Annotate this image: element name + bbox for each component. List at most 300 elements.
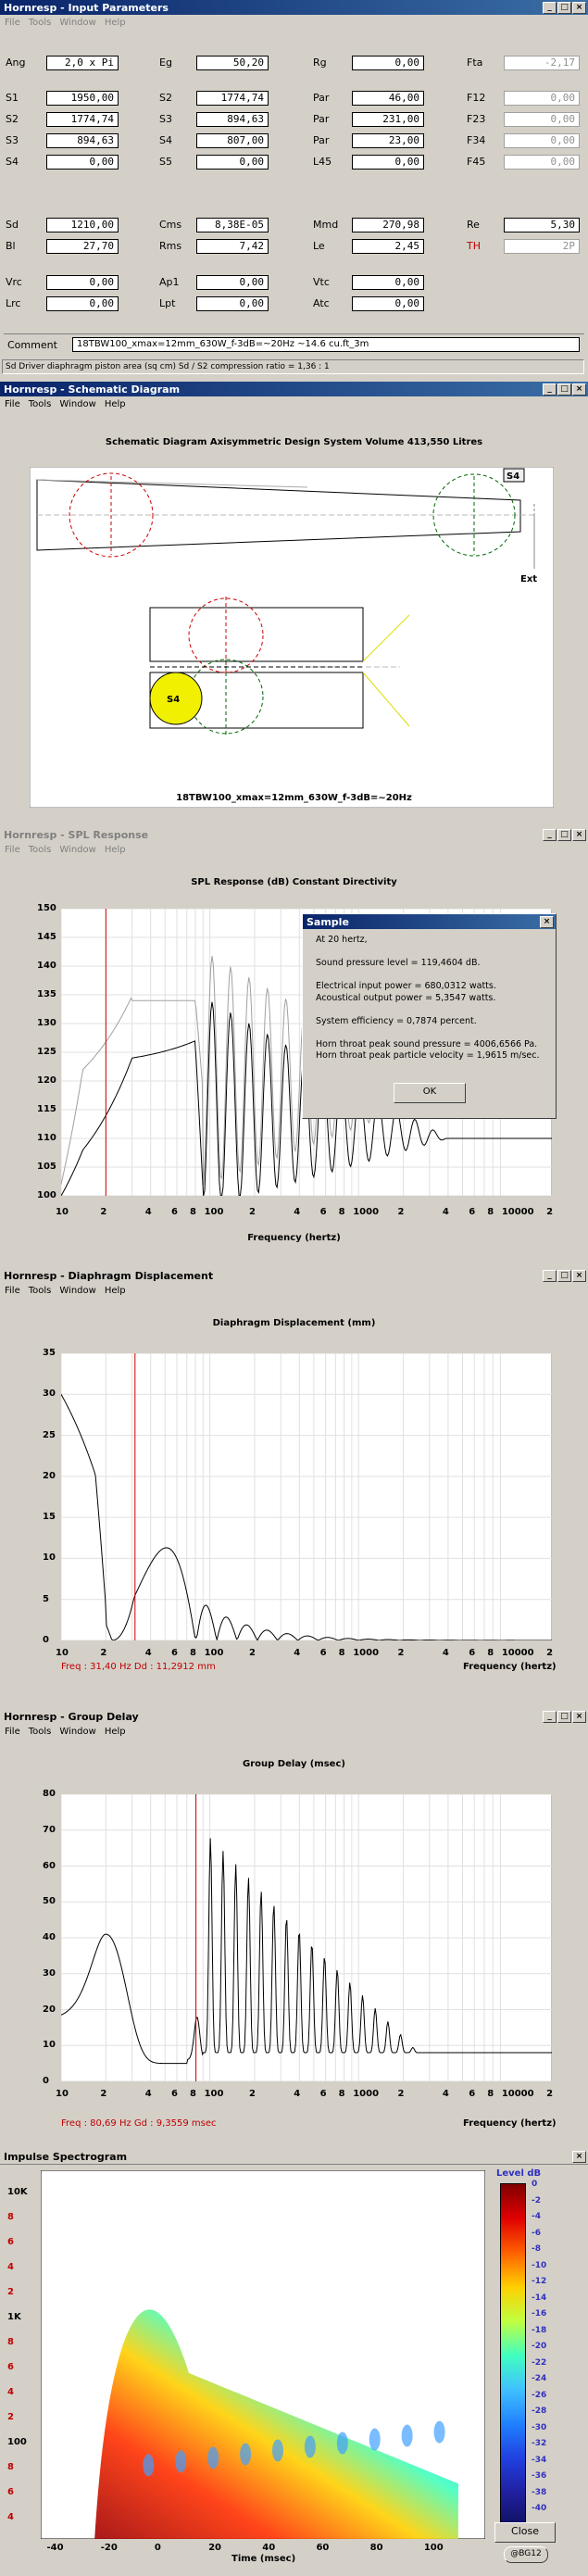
minimize-icon[interactable]: _ <box>543 383 557 396</box>
menu-tools[interactable]: Tools <box>28 1285 52 1296</box>
param-label-re: Re <box>467 219 480 231</box>
menu-bar <box>0 15 588 30</box>
group-delay-heading: Group Delay (msec) <box>243 1759 345 1769</box>
maximize-icon[interactable]: □ <box>557 1711 571 1723</box>
param-field-vrc[interactable]: 0,00 <box>46 275 119 290</box>
menu-help[interactable]: Help <box>104 844 126 855</box>
scale-tick: -16 <box>532 2309 547 2318</box>
param-label-rms: Rms <box>159 240 182 252</box>
menu-tools[interactable]: Tools <box>28 844 52 855</box>
axis-tick: 6 <box>469 1207 476 1217</box>
param-field-f23[interactable]: 0,00 <box>504 112 580 127</box>
displacement-x-label: Frequency (hertz) <box>463 1662 557 1672</box>
dialog-line: System efficiency = 0,7874 percent. <box>316 1015 477 1026</box>
axis-tick: 35 <box>43 1348 56 1358</box>
axis-tick: 110 <box>37 1133 56 1143</box>
param-field-s4[interactable]: 807,00 <box>196 133 269 148</box>
minimize-icon[interactable]: _ <box>543 1711 557 1723</box>
menu-file[interactable]: File <box>5 1285 20 1296</box>
param-field-s3[interactable]: 894,63 <box>196 112 269 127</box>
param-field-par[interactable]: 23,00 <box>352 133 424 148</box>
dialog-line <box>316 970 540 982</box>
param-label-s3: S3 <box>6 134 19 146</box>
axis-tick: 115 <box>37 1104 56 1114</box>
dialog-line <box>316 1027 540 1039</box>
axis-tick: 70 <box>43 1824 56 1835</box>
scale-tick: -4 <box>532 2212 541 2221</box>
close-icon[interactable]: × <box>572 2151 586 2163</box>
axis-tick: 2 <box>100 1648 107 1658</box>
axis-tick: 6 <box>7 2362 14 2372</box>
param-field-lrc[interactable]: 0,00 <box>46 296 119 311</box>
axis-tick: 4 <box>294 1648 301 1658</box>
param-field-bl[interactable]: 27,70 <box>46 239 119 254</box>
axis-tick: 1000 <box>353 1648 380 1658</box>
param-label-f34: F34 <box>467 134 486 146</box>
axis-tick: 1000 <box>353 2089 380 2099</box>
param-field-fta[interactable]: -2,17 <box>504 56 580 70</box>
input-parameters-window <box>0 0 588 378</box>
spectrogram-x-label: Time (msec) <box>231 2554 296 2564</box>
menu-window[interactable]: Window <box>59 844 96 855</box>
minimize-icon[interactable]: _ <box>543 829 557 841</box>
title-bar <box>0 1268 588 1283</box>
scale-tick: 0 <box>532 2180 538 2189</box>
menu-help[interactable]: Help <box>104 1726 126 1737</box>
param-label-f45: F45 <box>467 156 486 168</box>
param-label-s4: S4 <box>6 156 19 168</box>
sample-dialog <box>302 913 557 1119</box>
axis-tick: 6 <box>170 1648 178 1658</box>
axis-tick: 10000 <box>501 1648 534 1658</box>
menu-bar <box>0 842 588 857</box>
axis-tick: -20 <box>100 2543 118 2553</box>
minimize-icon[interactable]: _ <box>543 2 557 14</box>
spectrogram-blob <box>434 2421 445 2444</box>
menu-bar <box>0 396 588 411</box>
menu-tools[interactable]: Tools <box>28 1726 52 1737</box>
axis-tick: 2 <box>546 1648 554 1658</box>
spectrogram-plot <box>41 2170 485 2539</box>
axis-tick: 130 <box>37 1018 56 1028</box>
menu-help[interactable]: Help <box>104 17 126 28</box>
close-icon[interactable]: × <box>572 2 586 14</box>
scale-tick: -24 <box>532 2374 547 2383</box>
axis-tick: 120 <box>37 1075 56 1086</box>
axis-tick: 8 <box>487 1207 494 1217</box>
param-label-mmd: Mmd <box>313 219 339 231</box>
param-field-ap1[interactable]: 0,00 <box>196 275 269 290</box>
title-bar <box>0 0 588 15</box>
color-scale-bar <box>500 2183 526 2528</box>
axis-tick: 6 <box>170 2089 178 2099</box>
level-label: Level dB <box>496 2168 542 2179</box>
param-label-ang: Ang <box>6 57 26 69</box>
param-field-le[interactable]: 2,45 <box>352 239 424 254</box>
axis-tick: 4 <box>442 1648 449 1658</box>
axis-tick: 8 <box>7 2337 14 2347</box>
param-field-s4[interactable]: 0,00 <box>46 155 119 170</box>
menu-window[interactable]: Window <box>59 398 96 409</box>
axis-tick: 40 <box>43 1932 56 1942</box>
axis-tick: 30 <box>43 1967 56 1979</box>
axis-tick: 100 <box>204 1207 224 1217</box>
param-field-vtc[interactable]: 0,00 <box>352 275 424 290</box>
scale-tick: -30 <box>532 2422 547 2432</box>
maximize-icon[interactable]: □ <box>557 1270 571 1282</box>
menu-bar <box>0 1724 588 1739</box>
param-label-s1: S1 <box>6 92 19 104</box>
axis-tick: 8 <box>190 1207 196 1217</box>
spectrogram-blob <box>337 2432 348 2455</box>
param-label-s4: S4 <box>159 134 172 146</box>
menu-window[interactable]: Window <box>59 1285 96 1296</box>
param-field-s1[interactable]: 1950,00 <box>46 91 119 106</box>
spectrogram-blob <box>305 2436 316 2458</box>
window-title: Hornresp - Group Delay <box>4 1710 139 1723</box>
axis-tick: 25 <box>43 1429 56 1440</box>
scale-tick: -8 <box>532 2244 541 2254</box>
param-label-f12: F12 <box>467 92 486 104</box>
axis-tick: 80 <box>43 1789 56 1799</box>
axis-tick: 8 <box>338 2089 345 2099</box>
param-label-le: Le <box>313 240 325 252</box>
axis-tick: 100 <box>204 2089 224 2099</box>
close-icon[interactable]: × <box>540 916 554 928</box>
axis-tick: 4 <box>294 2089 301 2099</box>
param-field-l45[interactable]: 0,00 <box>352 155 424 170</box>
spectrogram-blob <box>369 2429 381 2451</box>
axis-tick: 60 <box>316 2543 330 2553</box>
dialog-line <box>316 1004 540 1016</box>
axis-tick: 10000 <box>501 2089 534 2099</box>
param-field-par[interactable]: 231,00 <box>352 112 424 127</box>
close-icon[interactable]: × <box>572 1711 586 1723</box>
scale-tick: -18 <box>532 2325 547 2335</box>
axis-tick: 6 <box>170 1207 178 1217</box>
axis-tick: 4 <box>7 2512 14 2522</box>
spl-x-label: Frequency (hertz) <box>247 1233 341 1243</box>
param-label-sd: Sd <box>6 219 19 231</box>
axis-tick: 6 <box>319 1648 327 1658</box>
axis-tick: 6 <box>7 2487 14 2497</box>
param-label-fta: Fta <box>467 57 483 69</box>
axis-tick: 10 <box>56 2089 69 2099</box>
close-icon[interactable]: × <box>572 829 586 841</box>
spectrogram-blob <box>175 2450 186 2472</box>
scale-tick: -6 <box>532 2228 541 2238</box>
menu-file[interactable]: File <box>5 844 20 855</box>
axis-tick: 8 <box>190 2089 196 2099</box>
axis-tick: 2 <box>248 1207 256 1217</box>
menu-file[interactable]: File <box>5 17 20 28</box>
param-label-eg: Eg <box>159 57 172 69</box>
axis-tick: 8 <box>7 2462 14 2472</box>
spl-heading: SPL Response (dB) Constant Directivity <box>191 877 397 887</box>
axis-tick: 40 <box>262 2543 276 2553</box>
dialog-title-bar <box>303 914 556 929</box>
menu-help[interactable]: Help <box>104 398 126 409</box>
window-title: Hornresp - Diaphragm Displacement <box>4 1269 214 1282</box>
axis-tick: 140 <box>37 961 56 971</box>
param-label-atc: Atc <box>313 297 330 309</box>
axis-tick: 0 <box>43 2076 49 2086</box>
axis-tick: 30 <box>43 1389 56 1400</box>
param-field-eg[interactable]: 50,20 <box>196 56 269 70</box>
axis-tick: 2 <box>248 1648 256 1658</box>
bg12-badge: @BG12 <box>504 2546 548 2563</box>
param-label-vrc: Vrc <box>6 276 22 288</box>
spectrogram-blob <box>272 2439 283 2461</box>
group-delay-window <box>0 1709 588 2144</box>
param-field-f45[interactable]: 0,00 <box>504 155 580 170</box>
menu-file[interactable]: File <box>5 1726 20 1737</box>
param-field-th[interactable]: 2P <box>504 239 580 254</box>
axis-tick: 2 <box>7 2412 14 2422</box>
displacement-heading: Diaphragm Displacement (mm) <box>212 1318 376 1328</box>
axis-tick: 2 <box>397 1648 405 1658</box>
axis-tick: 10K <box>7 2187 28 2197</box>
axis-tick: 145 <box>37 932 56 942</box>
menu-help[interactable]: Help <box>104 1285 126 1296</box>
param-field-s5[interactable]: 0,00 <box>196 155 269 170</box>
spectrogram-blob <box>143 2454 154 2476</box>
menu-window[interactable]: Window <box>59 17 96 28</box>
axis-tick: 15 <box>43 1512 56 1523</box>
param-label-lrc: Lrc <box>6 297 21 309</box>
axis-tick: 135 <box>37 989 56 999</box>
axis-tick: 0 <box>154 2543 161 2553</box>
title-bar <box>0 1709 588 1724</box>
axis-tick: 2 <box>546 2089 554 2099</box>
axis-tick: 100 <box>7 2437 27 2447</box>
param-label-rg: Rg <box>313 57 327 69</box>
dialog-title: Sample <box>307 915 349 928</box>
axis-tick: 20 <box>43 2004 56 2015</box>
scale-tick: -2 <box>532 2195 541 2205</box>
param-field-rms[interactable]: 7,42 <box>196 239 269 254</box>
param-field-s2[interactable]: 1774,74 <box>46 112 119 127</box>
axis-tick: 2 <box>7 2287 14 2297</box>
param-label-f23: F23 <box>467 113 486 125</box>
axis-tick: 4 <box>442 1207 449 1217</box>
displacement-readout: Freq : 31,40 Hz Dd : 11,2912 mm <box>61 1662 216 1672</box>
maximize-icon[interactable]: □ <box>557 383 571 396</box>
scale-tick: -40 <box>532 2504 547 2513</box>
axis-tick: 20 <box>43 1470 56 1481</box>
title-bar <box>0 2150 588 2165</box>
dialog-line <box>316 947 540 959</box>
param-label-bl: Bl <box>6 240 16 252</box>
menu-window[interactable]: Window <box>59 1726 96 1737</box>
schematic-diagram <box>30 467 554 808</box>
axis-tick: 125 <box>37 1047 56 1057</box>
dialog-text <box>316 935 540 1062</box>
maximize-icon[interactable]: □ <box>557 829 571 841</box>
spl-window <box>0 827 588 1266</box>
axis-tick: 2 <box>100 2089 107 2099</box>
axis-tick: 5 <box>43 1593 49 1604</box>
title-bar <box>0 827 588 842</box>
scale-tick: -14 <box>532 2293 547 2303</box>
param-field-sd[interactable]: 1210,00 <box>46 218 119 232</box>
dialog-line: At 20 hertz, <box>316 935 368 945</box>
dialog-line: Acoustical output power = 5,3547 watts. <box>316 992 496 1003</box>
param-field-lpt[interactable]: 0,00 <box>196 296 269 311</box>
param-field-s3[interactable]: 894,63 <box>46 133 119 148</box>
axis-tick: -40 <box>46 2543 64 2553</box>
scale-tick: -28 <box>532 2406 547 2416</box>
window-title: Impulse Spectrogram <box>4 2151 128 2163</box>
close-icon[interactable]: × <box>572 1270 586 1282</box>
displacement-plot <box>61 1353 552 1640</box>
param-label-ap1: Ap1 <box>159 276 180 288</box>
s4-label-top: S4 <box>507 471 520 482</box>
schematic-heading: Schematic Diagram Axisymmetric Design System Volume 413,550 Litres <box>105 437 483 447</box>
axis-tick: 6 <box>469 2089 476 2099</box>
spectrogram-blob <box>402 2425 413 2447</box>
param-label-cms: Cms <box>159 219 182 231</box>
param-field-ang[interactable]: 2,0 x Pi <box>46 56 119 70</box>
axis-tick: 10000 <box>501 1207 534 1217</box>
spectrogram-blob <box>240 2443 251 2465</box>
group-delay-plot <box>61 1794 552 2081</box>
menu-file[interactable]: File <box>5 398 20 409</box>
axis-tick: 8 <box>190 1648 196 1658</box>
param-label-s5: S5 <box>159 156 172 168</box>
scale-tick: -26 <box>532 2390 547 2400</box>
displacement-window <box>0 1268 588 1705</box>
param-label-th: TH <box>467 240 481 252</box>
axis-tick: 10 <box>56 1648 69 1658</box>
axis-tick: 6 <box>319 2089 327 2099</box>
dialog-line: Sound pressure level = 119,4604 dB. <box>316 958 481 968</box>
window-title: Hornresp - SPL Response <box>4 828 149 841</box>
axis-tick: 4 <box>442 2089 449 2099</box>
axis-tick: 50 <box>43 1896 56 1907</box>
axis-tick: 8 <box>7 2212 14 2222</box>
spectrogram-window <box>0 2150 588 2576</box>
axis-tick: 105 <box>37 1162 56 1172</box>
axis-tick: 4 <box>7 2262 14 2272</box>
axis-tick: 8 <box>338 1207 345 1217</box>
s4-label-bottom: S4 <box>167 695 181 705</box>
axis-tick: 4 <box>144 2089 152 2099</box>
title-bar <box>0 382 588 396</box>
axis-tick: 80 <box>369 2543 383 2553</box>
axis-tick: 100 <box>423 2543 444 2553</box>
scale-tick: -32 <box>532 2439 547 2448</box>
axis-tick: 60 <box>43 1860 56 1871</box>
status-bar: Sd Driver diaphragm piston area (sq cm) Sd / S2 compression ratio = 1,36 : 1 <box>2 359 584 374</box>
axis-tick: 0 <box>43 1635 49 1645</box>
scale-tick: -36 <box>532 2471 547 2481</box>
minimize-icon[interactable]: _ <box>543 1270 557 1282</box>
menu-tools[interactable]: Tools <box>28 398 52 409</box>
axis-tick: 8 <box>487 2089 494 2099</box>
axis-tick: 6 <box>7 2237 14 2247</box>
dialog-line: Horn throat peak sound pressure = 4006,6566 Pa. <box>316 1038 538 1049</box>
axis-tick: 2 <box>100 1207 107 1217</box>
param-field-f34[interactable]: 0,00 <box>504 133 580 148</box>
axis-tick: 6 <box>469 1648 476 1658</box>
axis-tick: 10 <box>56 1207 69 1217</box>
param-label-l45: L45 <box>313 156 332 168</box>
group-delay-x-label: Frequency (hertz) <box>463 2118 557 2129</box>
axis-tick: 6 <box>319 1207 327 1217</box>
dialog-line: Electrical input power = 680,0312 watts. <box>316 981 496 991</box>
param-label-lpt: Lpt <box>159 297 176 309</box>
scale-tick: -10 <box>532 2260 547 2270</box>
axis-tick: 8 <box>487 1648 494 1658</box>
window-title: Hornresp - Schematic Diagram <box>4 383 181 396</box>
param-label-s2: S2 <box>159 92 172 104</box>
scale-tick: -22 <box>532 2357 547 2368</box>
group-delay-readout: Freq : 80,69 Hz Gd : 9,3559 msec <box>61 2118 217 2129</box>
param-field-re[interactable]: 5,30 <box>504 218 580 232</box>
ok-button[interactable]: OK <box>394 1083 466 1103</box>
menu-tools[interactable]: Tools <box>28 17 52 28</box>
axis-tick: 20 <box>208 2543 221 2553</box>
param-label-s2: S2 <box>6 113 19 125</box>
param-label-s3: S3 <box>159 113 172 125</box>
axis-tick: 2 <box>397 1207 405 1217</box>
close-button[interactable]: Close <box>494 2522 556 2543</box>
menu-bar <box>0 1283 588 1298</box>
param-label-par: Par <box>313 134 330 146</box>
ext-label: Ext <box>520 574 538 584</box>
maximize-icon[interactable]: □ <box>557 2 571 14</box>
param-field-cms[interactable]: 8,38E-05 <box>196 218 269 232</box>
param-field-mmd[interactable]: 270,98 <box>352 218 424 232</box>
axis-tick: 4 <box>294 1207 301 1217</box>
axis-tick: 8 <box>338 1648 345 1658</box>
axis-tick: 1K <box>7 2312 21 2322</box>
axis-tick: 100 <box>204 1648 224 1658</box>
comment-field[interactable]: 18TBW100_xmax=12mm_630W_f-3dB=~20Hz ~14.6 cu.ft_3m <box>72 337 580 352</box>
axis-tick: 4 <box>144 1648 152 1658</box>
axis-tick: 2 <box>397 2089 405 2099</box>
axis-tick: 4 <box>7 2387 14 2397</box>
schematic-caption: 18TBW100_xmax=12mm_630W_f-3dB=~20Hz <box>176 793 412 803</box>
param-label-par: Par <box>313 113 330 125</box>
axis-tick: 1000 <box>353 1207 380 1217</box>
axis-tick: 150 <box>37 903 56 913</box>
param-field-par[interactable]: 46,00 <box>352 91 424 106</box>
scale-tick: -12 <box>532 2277 547 2286</box>
dialog-line: Horn throat peak particle velocity = 1,9615 m/sec. <box>316 1050 540 1061</box>
axis-tick: 2 <box>546 1207 554 1217</box>
schematic-window <box>0 382 588 824</box>
axis-tick: 10 <box>43 1552 56 1564</box>
axis-tick: 10 <box>43 2040 56 2051</box>
param-field-rg[interactable]: 0,00 <box>352 56 424 70</box>
window-title: Hornresp - Input Parameters <box>4 1 169 14</box>
spectrogram-blob <box>207 2446 219 2469</box>
comment-label: Comment <box>7 339 57 351</box>
scale-tick: -20 <box>532 2342 547 2351</box>
param-field-f12[interactable]: 0,00 <box>504 91 580 106</box>
axis-tick: 4 <box>144 1207 152 1217</box>
param-field-s2[interactable]: 1774,74 <box>196 91 269 106</box>
scale-tick: -38 <box>532 2487 547 2497</box>
axis-tick: 100 <box>37 1190 56 1200</box>
param-field-atc[interactable]: 0,00 <box>352 296 424 311</box>
param-label-vtc: Vtc <box>313 276 330 288</box>
scale-tick: -34 <box>532 2455 547 2465</box>
close-icon[interactable]: × <box>572 383 586 396</box>
param-label-par: Par <box>313 92 330 104</box>
